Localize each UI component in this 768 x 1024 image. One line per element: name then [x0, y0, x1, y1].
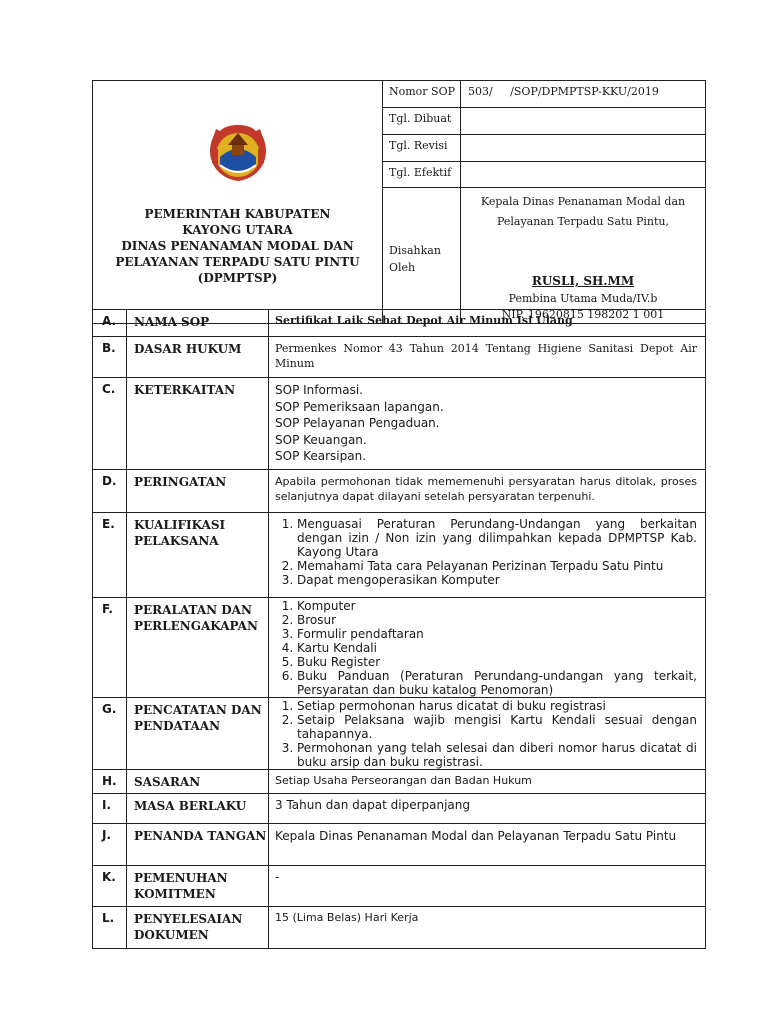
list-item: SOP Kearsipan. [275, 449, 367, 463]
list-item: 5. Buku Register [297, 655, 697, 669]
dasar-hukum-value: Permenkes Nomor 43 Tahun 2014 Tentang Higiene Sanitasi Depot Air Minum [269, 337, 706, 378]
disahkan-label-line-1: Disahkan [389, 243, 441, 257]
row-key: MASA BERLAKU [127, 794, 269, 824]
list-item: 6. Buku Panduan (Peraturan Perundang-undangan yang terkait, Persyaratan dan buku katalog Penomoran) [297, 669, 697, 697]
row-letter: D. [93, 470, 127, 513]
kualifikasi-list [269, 513, 706, 598]
approver-title-line-2: Pelayanan Terpadu Satu Pintu, [496, 215, 670, 228]
approver-cell [461, 188, 706, 324]
list-item: 2. Setaip Pelaksana wajib mengisi Kartu Kendali sesuai dengan tahapannya. [297, 713, 697, 741]
list-item: 1. Setiap permohonan harus dicatat di buku registrasi [297, 699, 697, 713]
row-key-line-1: PERALATAN DAN [134, 603, 252, 617]
list-item: 3. Dapat mengoperasikan Komputer [297, 573, 697, 587]
tgl-revisi-value [461, 135, 706, 162]
table-row [93, 824, 706, 866]
row-key [127, 513, 269, 598]
org-line-5: (DPMPTSP) [197, 271, 278, 285]
row-key [127, 598, 269, 698]
tgl-efektif-value [461, 162, 706, 188]
list-item: 1. Komputer [297, 599, 697, 613]
table-row [93, 337, 706, 378]
regency-emblem-icon [206, 121, 270, 185]
disahkan-label [383, 188, 461, 324]
list-item: SOP Informasi. [275, 383, 363, 397]
approver-nip: NIP. 19620815 198202 1 001 [501, 308, 665, 321]
list-item: 2. Memahami Tata cara Pelayanan Perizinan Terpadu Satu Pintu [297, 559, 697, 573]
sop-header-table [92, 80, 706, 324]
row-letter: E. [93, 513, 127, 598]
list-item: SOP Pemeriksaan lapangan. [275, 399, 444, 414]
table-row [93, 907, 706, 949]
table-row [93, 770, 706, 794]
table-row [93, 310, 706, 337]
row-key-line-2: PERLENGAKAPAN [134, 619, 258, 633]
penanda-tangan-value: Kepala Dinas Penanaman Modal dan Pelayanan Terpadu Satu Pintu [269, 824, 706, 866]
tgl-dibuat-label: Tgl. Dibuat [383, 108, 461, 135]
table-row [93, 698, 706, 770]
row-key: DASAR HUKUM [127, 337, 269, 378]
row-key-line-2: KOMITMEN [134, 887, 216, 901]
organization-cell [93, 81, 383, 324]
row-key: KETERKAITAN [127, 378, 269, 470]
table-row [93, 378, 706, 470]
row-letter: K. [93, 866, 127, 907]
row-letter: J. [93, 824, 127, 866]
row-letter: F. [93, 598, 127, 698]
row-letter: A. [93, 310, 127, 337]
list-item: 4. Kartu Kendali [297, 641, 697, 655]
approver-rank: Pembina Utama Muda/IV.b [508, 292, 658, 305]
keterkaitan-list [269, 378, 706, 470]
row-key: PENANDA TANGAN [127, 824, 269, 866]
org-line-3: DINAS PENANAMAN MODAL DAN [121, 239, 354, 253]
sop-detail-table [92, 309, 706, 949]
row-key [127, 907, 269, 949]
row-letter: L. [93, 907, 127, 949]
list-item: SOP Keuangan. [275, 432, 367, 447]
row-key: NAMA SOP [127, 310, 269, 337]
row-key-line-2: DOKUMEN [134, 928, 209, 942]
tgl-efektif-label: Tgl. Efektif [383, 162, 461, 188]
table-row [93, 794, 706, 824]
row-letter: C. [93, 378, 127, 470]
org-line-1: PEMERINTAH KABUPATEN [144, 207, 331, 221]
tgl-revisi-label: Tgl. Revisi [383, 135, 461, 162]
row-letter: G. [93, 698, 127, 770]
row-letter: B. [93, 337, 127, 378]
row-key: PERINGATAN [127, 470, 269, 513]
nomor-sop-label: Nomor SOP [383, 81, 461, 108]
penyelesaian-dokumen-value: 15 (Lima Belas) Hari Kerja [269, 907, 706, 949]
table-row [93, 470, 706, 513]
approver-title-line-1: Kepala Dinas Penanaman Modal dan [480, 195, 686, 208]
peringatan-value: Apabila permohonan tidak mememenuhi persyaratan harus ditolak, proses selanjutnya dapat dilayani setelah persyaratan terpenuhi. [269, 470, 706, 513]
list-item: 3. Formulir pendaftaran [297, 627, 697, 641]
table-row [93, 513, 706, 598]
list-item: 1. Menguasai Peraturan Perundang-Undangan yang berkaitan dengan izin / Non izin yang dilimpahkan kepada DPMPTSP Kab. Kayong Utara [297, 517, 697, 559]
row-key-line-2: PELAKSANA [134, 534, 219, 548]
row-key-line-1: KUALIFIKASI [134, 518, 226, 532]
row-key [127, 698, 269, 770]
approver-name: RUSLI, SH.MM [531, 274, 635, 288]
masa-berlaku-value: 3 Tahun dan dapat diperpanjang [269, 794, 706, 824]
list-item: SOP Pelayanan Pengaduan. [275, 416, 440, 430]
row-key-line-1: PENCATATAN DAN [134, 703, 262, 717]
peralatan-list [269, 598, 706, 698]
sop-name-value: Sertifikat Laik Sehat Depot Air Minum Isi Ulang [269, 310, 706, 337]
row-letter: I. [93, 794, 127, 824]
row-key-line-1: PENYELESAIAN [134, 912, 243, 926]
row-key-line-1: PEMENUHAN [134, 871, 228, 885]
disahkan-label-line-2: Oleh [389, 260, 416, 274]
table-row [93, 866, 706, 907]
list-item: 2. Brosur [297, 613, 697, 627]
pemenuhan-komitmen-value: - [269, 866, 706, 907]
table-row [93, 598, 706, 698]
org-line-2: KAYONG UTARA [182, 223, 293, 237]
row-letter: H. [93, 770, 127, 794]
row-key-line-2: PENDATAAN [134, 719, 221, 733]
nomor-sop-value: 503/ /SOP/DPMPTSP-KKU/2019 [461, 81, 706, 108]
sasaran-value: Setiap Usaha Perseorangan dan Badan Hukum [269, 770, 706, 794]
org-line-4: PELAYANAN TERPADU SATU PINTU [115, 255, 360, 269]
pencatatan-list [269, 698, 706, 770]
list-item: 3. Permohonan yang telah selesai dan diberi nomor harus dicatat di buku arsip dan buku registrasi. [297, 741, 697, 769]
row-key: SASARAN [127, 770, 269, 794]
row-key [127, 866, 269, 907]
tgl-dibuat-value [461, 108, 706, 135]
